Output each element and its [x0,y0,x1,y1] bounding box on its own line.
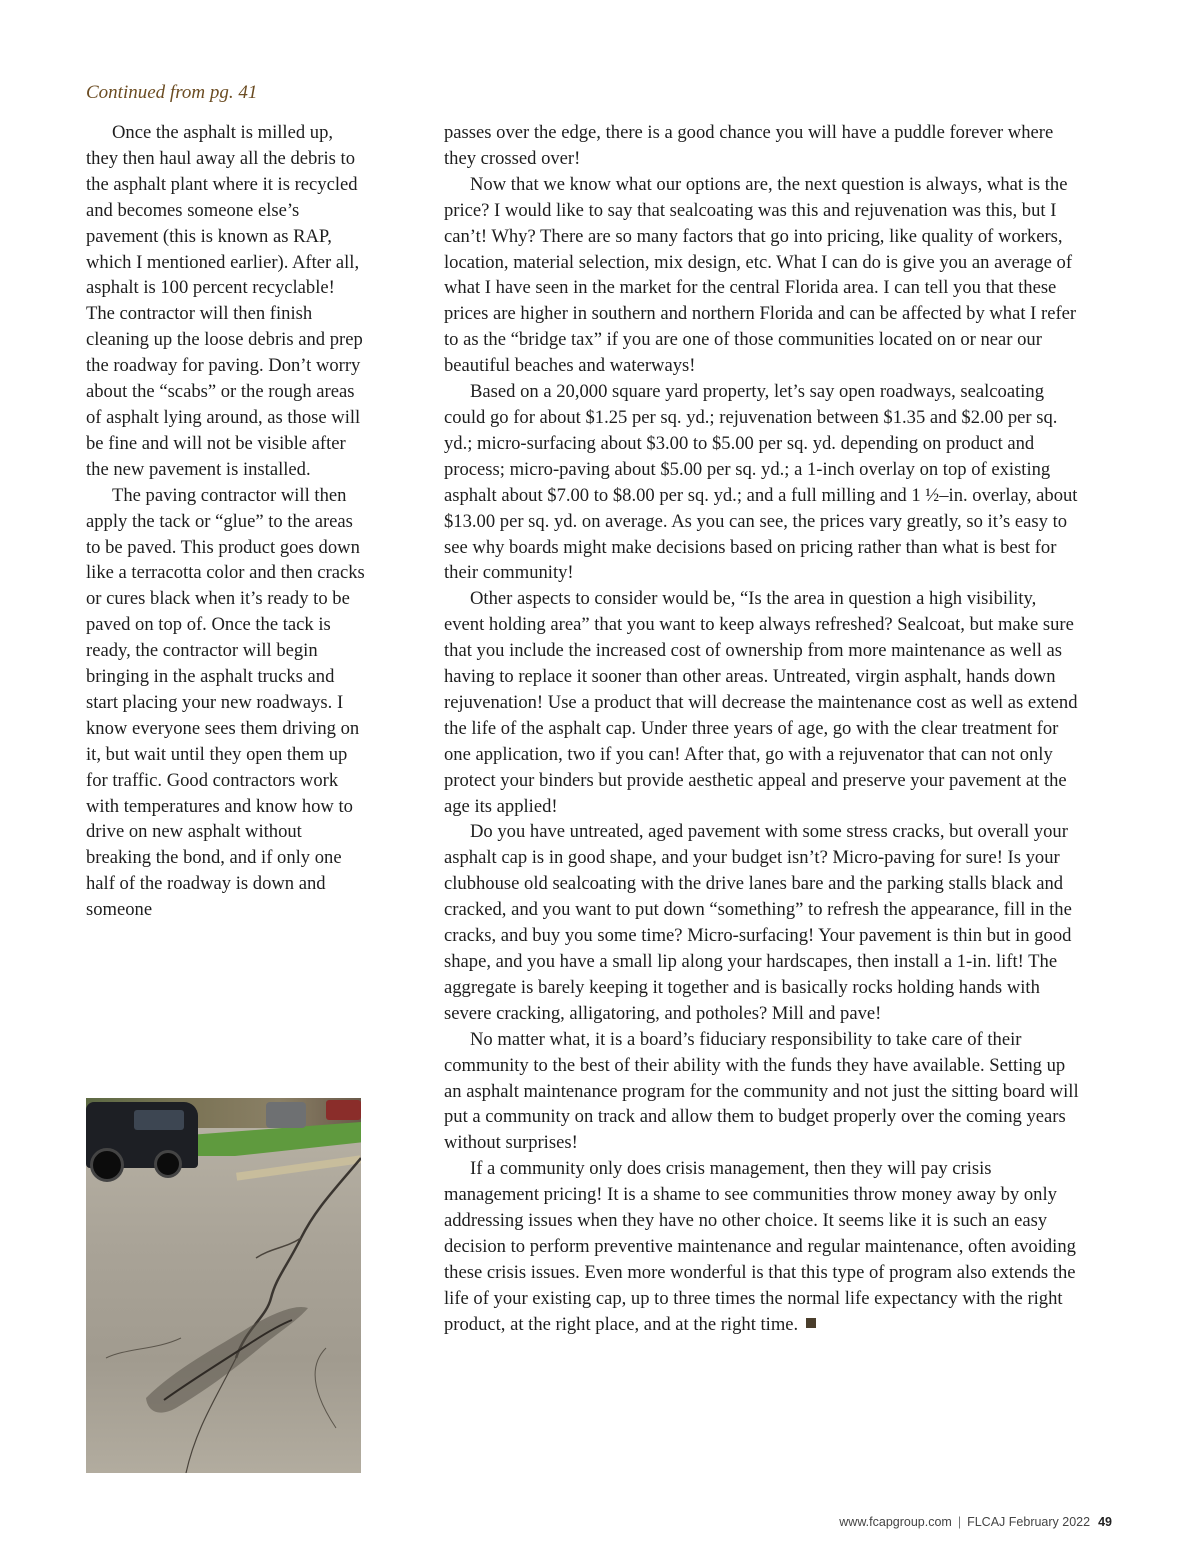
continued-from-label: Continued from pg. 41 [86,82,258,103]
right-paragraph-5: Do you have untreated, aged pavement with some stress cracks, but overall your asphalt cap is in good shape, and your budget isn’t? Micro-paving for sure! Is your clubhouse old sealcoating with the drive lanes bare and the parking stalls black and cracked, and you want to put down “something” to refresh the appearance, fill in the cracks, and buy you some time? Micro-surfacing! Your pavement is thin but in good shape, and you have a small lip along your hardscapes, then install a 1-in. lift! The aggregate is barely keeping it together and is basically rocks holding hands with severe cracking, alligatoring, and potholes? Mill and pave! [444,821,1072,1024]
end-of-article-square-icon [806,1318,816,1328]
right-paragraph-4: Other aspects to consider would be, “Is the area in question a high visibility, event holding area” that you want to keep always refreshed? Sealcoat, but make sure that you include the increased cost of ownership from more maintenance as well as having to replace it sooner than other areas. Untreated, virgin asphalt, hands down rejuvenation! Use a product that will decrease the maintenance cost as well as extend the life of the asphalt cap. Under three years of age, go with the clear treatment for one application, two if you can! After that, go with a rejuvenator that can not only protect your binders but provide aesthetic appeal and preserve your pavement at the age its applied! [444,588,1078,817]
footer-website: www.fcapgroup.com [839,1515,952,1529]
right-paragraph-6: No matter what, it is a board’s fiduciary responsibility to take care of their community to the best of their ability with the funds they have available. Setting up an asphalt maintenance program for the community and not just the sitting board will put a community on track and allow them to budget properly over the coming years without surprises! [444,1028,1079,1154]
footer-issue: February 2022 [1008,1515,1091,1529]
photo-crack-drawing [86,1098,361,1473]
footer-page-number: 49 [1098,1515,1112,1529]
footer-separator: | [957,1515,962,1529]
left-paragraph-2: The paving contractor will then apply the tack or “glue” to the areas to be paved. This product goes down like a terracotta color and then cracks or cures black when it’s ready to be paved on top of. Once the tack is ready, the contractor will begin bringing in the asphalt trucks and start placing your new roadways. I know everyone sees them driving on it, but wait until they open them up for traffic. Good contractors work with temperatures and know how to drive on new asphalt without breaking the bond, and if only one half of the roadway is down and someone [86,484,365,921]
left-paragraph-1: Once the asphalt is milled up, they then haul away all the debris to the asphalt plant where it is recycled and becomes someone else’s pavement (this is known as RAP, which I mentioned earlier). After all, asphalt is 100 percent recyclable! The contractor will then finish cleaning up the loose debris and prep the roadway for paving. Don’t worry about the “scabs” or the rough areas of asphalt lying around, as those will be fine and will not be visible after the new pavement is installed. [86,122,363,480]
final-paragraph-text: If a community only does crisis management, then they will pay crisis management pricing! It is a shame to see communities throw money away by only addressing issues when they have no other choice. It seems like it is such an easy decision to perform preventive maintenance and regular maintenance, often avoiding these crisis issues. Even more wonderful is that this type of program also extends the life of your existing cap, up to three times the normal life expectancy with the right product, at the right place, and at the right time. [444,1158,1076,1335]
right-column [444,120,1080,1338]
right-paragraph-3: Based on a 20,000 square yard property, let’s say open roadways, sealcoating could go for about $1.25 per sq. yd.; rejuvenation between $1.35 and $2.00 per sq. yd.; micro-surfacing about $3.00 to $5.00 per sq. yd. depending on product and process; micro-paving about $5.00 per sq. yd.; a 1-inch overlay on top of existing asphalt about $7.00 to $8.00 per sq. yd.; and a full milling and 1 ½–in. overlay, about $13.00 per sq. yd. on average. As you can see, the prices vary greatly, so it’s easy to see why boards might make decisions based on pricing rather than what is best for their community! [444,381,1078,584]
right-paragraph-1: passes over the edge, there is a good chance you will have a puddle forever where they crossed over! [444,122,1054,169]
right-paragraph-7 [444,1156,1080,1337]
cracked-asphalt-photo [86,1098,361,1473]
right-paragraph-2: Now that we know what our options are, the next question is always, what is the price? I would like to say that sealcoating was this and rejuvenation was this, but I can’t! Why? There are so many factors that go into pricing, like quality of workers, location, material selection, mix design, etc. What I can do is give you an average of what I have seen in the market for the central Florida area. I can tell you that these prices are higher in southern and northern Florida and can be affected by what I refer to as the “bridge tax” if you are one of those communities located on or near our beautiful beaches and waterways! [444,173,1077,377]
footer-publication: FLCAJ [967,1515,1006,1529]
page-footer [839,1515,1112,1529]
left-column [86,120,368,923]
